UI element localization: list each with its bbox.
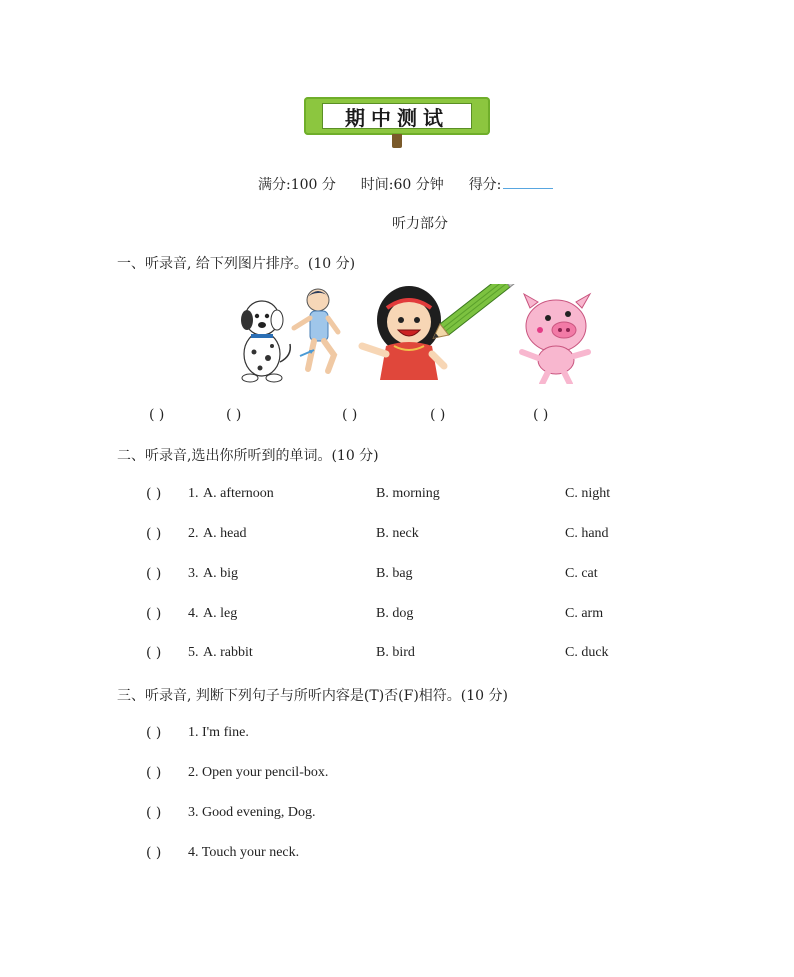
question-number: 2. xyxy=(188,526,199,541)
answer-blank-5[interactable]: ( ) xyxy=(533,407,549,423)
option-a: A. big xyxy=(203,566,238,581)
answer-blank-4[interactable]: ( ) xyxy=(430,407,446,423)
part2-heading: 二、听录音,选出你所听到的单词。(10 分) xyxy=(117,448,379,464)
option-b: B. dog xyxy=(376,606,414,621)
answer-paren[interactable]: ( ) xyxy=(146,566,162,582)
girl-picture xyxy=(362,286,444,380)
option-c: C. cat xyxy=(565,566,598,581)
option-b: B. bag xyxy=(376,566,413,581)
dalmatian-dog-picture xyxy=(241,301,290,382)
full-score: 满分:100 分 xyxy=(258,177,336,193)
answer-blank-3[interactable]: ( ) xyxy=(342,407,358,423)
exam-meta xyxy=(258,174,553,194)
title-sign xyxy=(304,97,490,135)
option-a: A. afternoon xyxy=(203,486,274,501)
part1-pictures xyxy=(232,284,592,384)
question-number: 5. xyxy=(188,645,199,660)
option-c: C. arm xyxy=(565,606,604,621)
answer-paren[interactable]: ( ) xyxy=(146,805,162,821)
answer-blank-2[interactable]: ( ) xyxy=(226,407,242,423)
answer-paren[interactable]: ( ) xyxy=(146,645,162,661)
answer-paren[interactable]: ( ) xyxy=(146,526,162,542)
option-a: A. head xyxy=(203,526,247,541)
question-number: 4. xyxy=(188,606,199,621)
option-b: B. bird xyxy=(376,645,415,660)
answer-paren[interactable]: ( ) xyxy=(146,486,162,502)
option-c: C. hand xyxy=(565,526,609,541)
answer-paren[interactable]: ( ) xyxy=(146,606,162,622)
part3-heading: 三、听录音, 判断下列句子与所听内容是(T)否(F)相符。(10 分) xyxy=(117,688,508,704)
option-c: C. night xyxy=(565,486,611,501)
time-limit: 时间:60 分钟 xyxy=(360,177,444,193)
option-b: B. morning xyxy=(376,486,440,501)
option-a: A. leg xyxy=(203,606,238,621)
statement-text: 3. Good evening, Dog. xyxy=(188,805,316,820)
question-number: 3. xyxy=(188,566,199,581)
pig-picture xyxy=(522,294,590,384)
answer-paren[interactable]: ( ) xyxy=(146,765,162,781)
score-blank[interactable] xyxy=(503,176,553,189)
answer-paren[interactable]: ( ) xyxy=(146,725,162,741)
statement-text: 4. Touch your neck. xyxy=(188,845,300,860)
part1-heading: 一、听录音, 给下列图片排序。(10 分) xyxy=(117,256,356,272)
boy-picture xyxy=(294,289,338,371)
page-title: 期中测试 xyxy=(322,103,472,129)
section-header: 听力部分 xyxy=(392,216,448,232)
option-a: A. rabbit xyxy=(203,645,253,660)
option-b: B. neck xyxy=(376,526,419,541)
question-number: 1. xyxy=(188,486,199,501)
statement-text: 2. Open your pencil-box. xyxy=(188,765,329,780)
option-c: C. duck xyxy=(565,645,609,660)
answer-blank-1[interactable]: ( ) xyxy=(149,407,165,423)
statement-text: 1. I'm fine. xyxy=(188,725,249,740)
score-label: 得分: xyxy=(468,177,502,193)
pencil-picture xyxy=(429,284,523,344)
answer-paren[interactable]: ( ) xyxy=(146,845,162,861)
sign-post xyxy=(392,134,402,148)
